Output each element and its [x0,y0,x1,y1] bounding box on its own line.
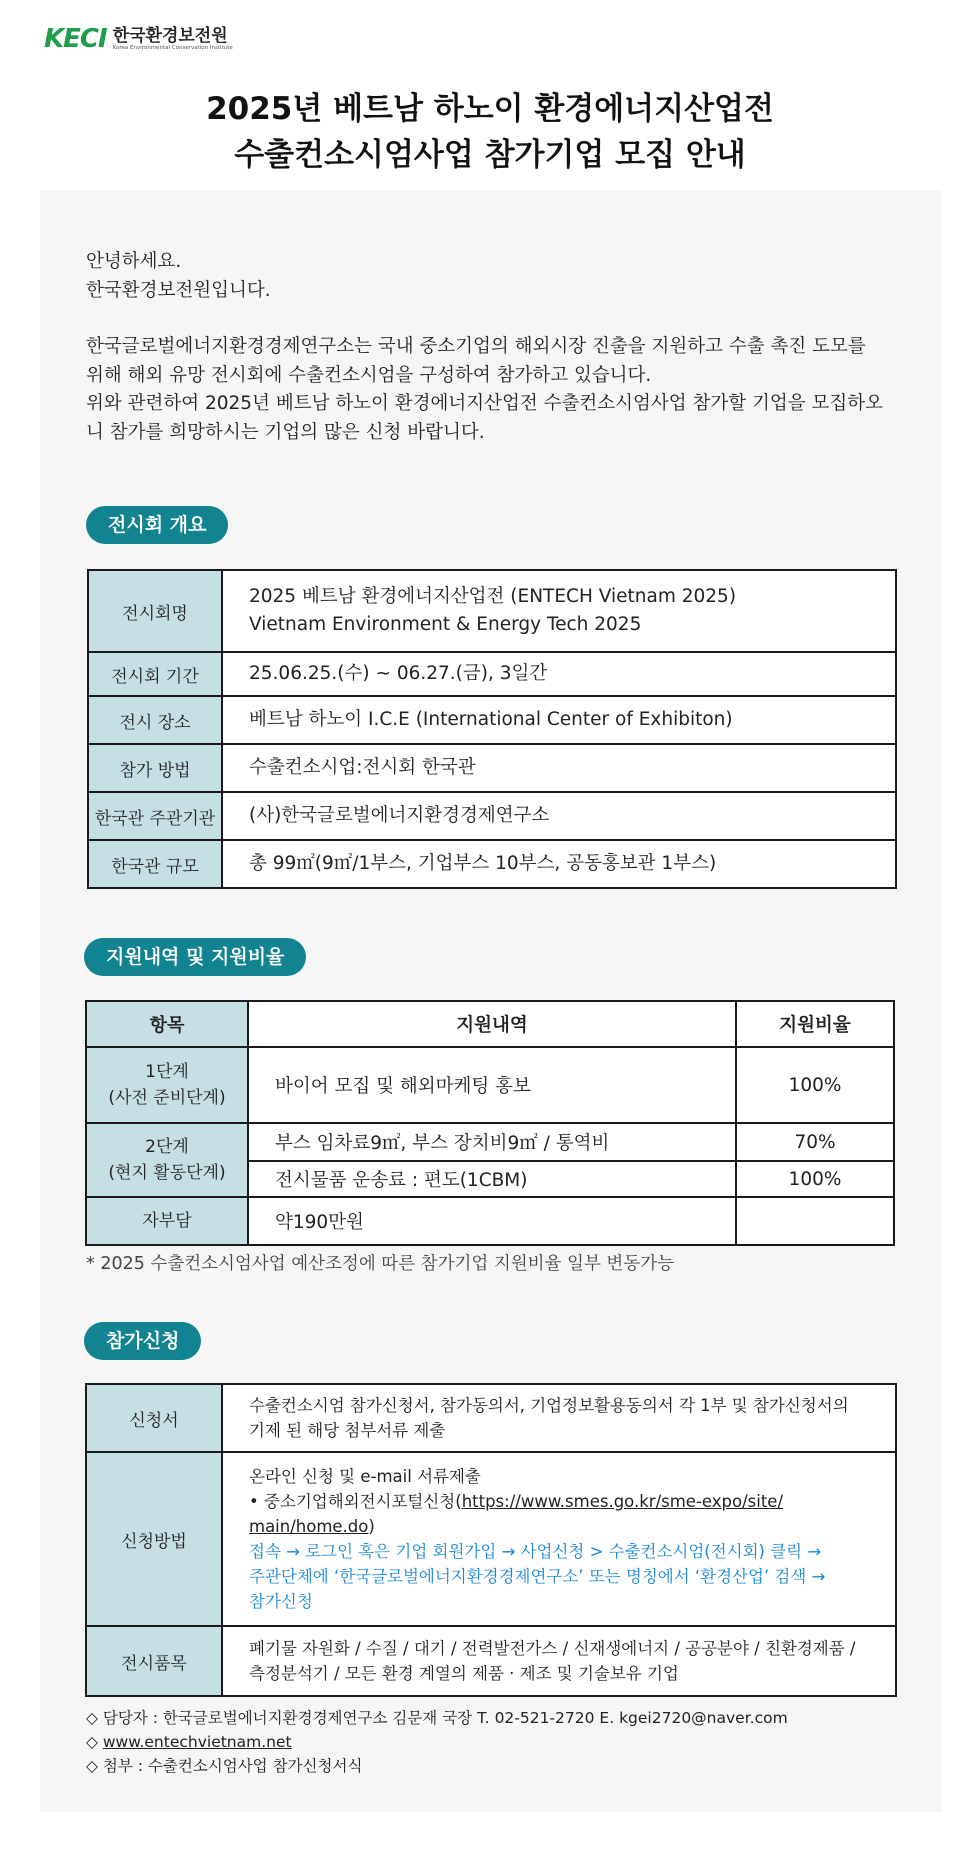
header-detail: 지원내역 [248,1001,736,1047]
support-detail: 바이어 모집 및 해외마케팅 홍보 [248,1047,736,1123]
portal-link-cont[interactable]: main/home.do [249,1517,369,1536]
table-row [88,840,896,888]
table-row [86,1384,896,1452]
support-ratio: 70% [736,1123,894,1161]
row-label [86,1047,248,1123]
row-value: 베트남 하노이 I.C.E (International Center of Exhibiton) [222,696,896,744]
stage-sublabel: (현지 활동단계) [108,1163,226,1183]
section-title-apply: 참가신청 [84,1322,201,1360]
portal-suffix: ) [368,1517,375,1536]
form-line: 수출컨소시엄 참가신청서, 참가동의서, 기업정보활용동의서 각 1부 및 참가신청서의 [249,1396,849,1415]
intro-p1b: 위해 해외 유망 전시회에 수출컨소시엄을 구성하여 참가하고 있습니다. [86,364,652,386]
items-line: 측정분석기 / 모든 환경 계열의 제품 · 제조 및 기술보유 기업 [249,1664,679,1683]
method-portal-line2 [249,1514,877,1539]
logo-name-en: Korea Environmental Conservation Institute [112,44,233,51]
support-ratio: 100% [736,1047,894,1123]
row-label: 신청방법 [86,1452,222,1626]
overview-table [87,569,897,889]
header-item: 항목 [86,1001,248,1047]
method-step: 주관단체에 ‘한국글로벌에너지환경경제연구소’ 또는 명칭에서 ‘환경산업’ 검색 → [249,1567,826,1586]
stage-label: 2단계 [145,1137,189,1157]
row-label: 전시회 기간 [88,652,222,696]
header [0,0,980,190]
method-step: 접속 → 로그인 혹은 기업 회원가입 → 사업신청 > 수출컨소시엄(전시회) 클릭 → [249,1542,822,1561]
portal-prefix: • 중소기업해외전시포털신청( [249,1492,462,1511]
intro-p2b: 니 참가를 희망하시는 기업의 많은 신청 바랍니다. [86,421,485,443]
section-title-overview: 전시회 개요 [86,506,228,544]
stage-label: 1단계 [145,1062,189,1082]
exhibition-name-ko: 2025 베트남 환경에너지산업전 (ENTECH Vietnam 2025) [249,586,737,607]
form-line: 기제 된 해당 첨부서류 제출 [249,1421,446,1440]
method-step: 참가신청 [249,1592,313,1611]
logo-mark: KECI [44,24,107,54]
row-value [222,570,896,652]
logo-name-ko: 한국환경보전원 [112,25,228,46]
support-ratio [736,1197,894,1245]
contact-info [86,1706,788,1778]
title-line1: 2025년 베트남 하노이 환경에너지산업전 [206,91,774,127]
row-label: 자부담 [86,1197,248,1245]
support-detail: 전시물품 운송료 : 편도(1CBM) [248,1161,736,1197]
greeting-1: 안녕하세요. [86,251,182,272]
row-value [222,1452,896,1626]
contact-website [86,1730,788,1754]
row-value [222,1384,896,1452]
table-row [88,744,896,792]
row-label: 한국관 규모 [88,840,222,888]
table-row [86,1197,894,1245]
exhibition-name-en: Vietnam Environment & Energy Tech 2025 [249,614,642,635]
table-header-row [86,1001,894,1047]
title-line2: 수출컨소시엄사업 참가기업 모집 안내 [234,137,746,173]
row-value: 25.06.25.(수) ~ 06.27.(금), 3일간 [222,652,896,696]
table-row [86,1123,894,1161]
intro-p2a: 위와 관련하여 2025년 베트남 하노이 환경에너지산업전 수출컨소시엄사업 참가할 기업을 모집하오 [86,393,883,414]
table-row [86,1047,894,1123]
support-table [85,1000,895,1246]
method-line: 온라인 신청 및 e-mail 서류제출 [249,1467,481,1486]
table-row [88,696,896,744]
table-row [86,1626,896,1696]
support-note: * 2025 수출컨소시엄사업 예산조정에 따른 참가기업 지원비율 일부 변동가능 [86,1254,675,1274]
contact-attachment: ◇ 첨부 : 수출컨소시엄사업 참가신청서식 [86,1757,363,1775]
header-ratio: 지원비율 [736,1001,894,1047]
support-ratio: 100% [736,1161,894,1197]
row-value: 총 99㎡(9㎡/1부스, 기업부스 10부스, 공동홍보관 1부스) [222,840,896,888]
page-title [0,86,980,178]
table-row [88,652,896,696]
row-label: 전시회명 [88,570,222,652]
section-title-support: 지원내역 및 지원비율 [84,938,306,976]
row-label: 신청서 [86,1384,222,1452]
intro-text [86,248,906,447]
row-label: 한국관 주관기관 [88,792,222,840]
stage-sublabel: (사전 준비단계) [108,1088,226,1108]
diamond-bullet: ◇ [86,1733,103,1751]
row-label: 참가 방법 [88,744,222,792]
portal-link[interactable]: https://www.smes.go.kr/sme-expo/site/ [461,1492,784,1511]
row-label: 전시 장소 [88,696,222,744]
method-portal-line [249,1489,877,1514]
row-label [86,1123,248,1197]
row-value: 수출컨소시업:전시회 한국관 [222,744,896,792]
table-row [88,792,896,840]
support-detail: 부스 임차료9㎡, 부스 장치비9㎡ / 통역비 [248,1123,736,1161]
support-detail: 약190만원 [248,1197,736,1245]
website-link[interactable]: www.entechvietnam.net [102,1733,292,1751]
greeting-2: 한국환경보전원입니다. [86,279,271,301]
contact-person: ◇ 담당자 : 한국글로벌에너지환경경제연구소 김문재 국장 T. 02-521-2720 E. kgei2720@naver.com [86,1709,788,1727]
apply-table [85,1383,897,1697]
intro-p1a: 한국글로벌에너지환경경제연구소는 국내 중소기업의 해외시장 진출을 지원하고 수출 촉진 도모를 [86,336,866,357]
logo [44,24,233,54]
row-value: (사)한국글로벌에너지환경경제연구소 [222,792,896,840]
items-line: 폐기물 자원화 / 수질 / 대기 / 전력발전가스 / 신재생에너지 / 공공분야 / 친환경제품 / [249,1639,856,1658]
row-label: 전시품목 [86,1626,222,1696]
table-row [88,570,896,652]
row-value [222,1626,896,1696]
table-row [86,1452,896,1626]
